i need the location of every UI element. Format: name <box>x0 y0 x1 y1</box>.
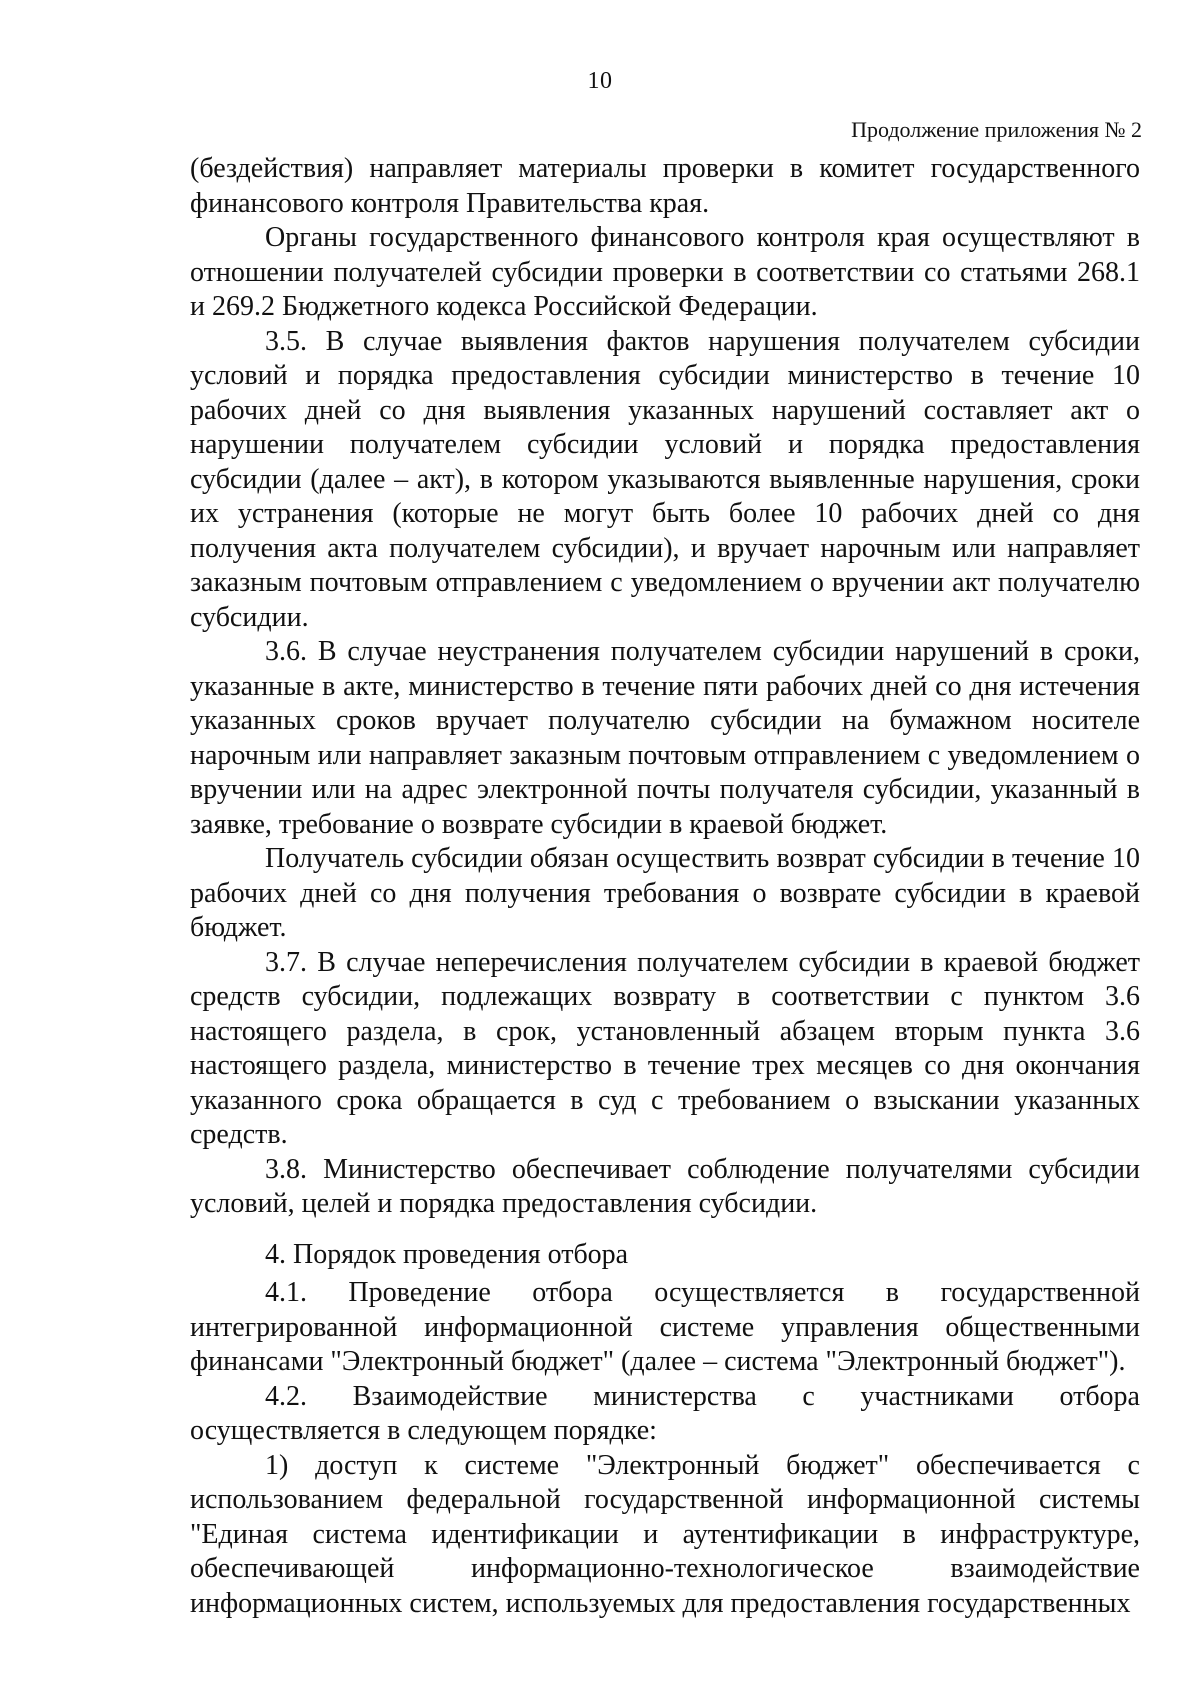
paragraph-control-bodies: Органы государственного финансового контроля края осуществляют в отношении получателей субсидии проверки в соответствии со статьями 268.1 и 269.2 Бюджетного кодекса Российской Федерации. <box>190 222 1140 322</box>
paragraph-3-7: 3.7. В случае неперечисления получателем субсидии в краевой бюджет средств субсидии, подлежащих возврату в соответствии с пунктом 3.6 настоящего раздела, в срок, установленный абзацем вторым пункта 3.6 настоящего раздела, министерство в течение трех месяцев со дня окончания указанного срока обращается в суд с требованием о взыскании указанных средств. <box>190 946 1140 1150</box>
paragraph-3-5: 3.5. В случае выявления фактов нарушения получателем субсидии условий и порядка предоставления субсидии министерство в течение 10 рабочих дней со дня выявления указанных нарушений составляет акт о нарушении получателем субсидии условий и порядка предоставления субсидии (далее – акт), в котором указываются выявленные нарушения, сроки их устранения (которые не могут быть более 10 рабочих дней со дня получения акта получателем субсидии), и вручает нарочным или направляет заказным почтовым отправлением с уведомлением о вручении акт получателю субсидии. <box>190 325 1140 633</box>
section-heading-4: 4. Порядок проведения отбора <box>265 1238 629 1270</box>
document-body <box>190 152 1140 1621</box>
appendix-continuation-label: Продолжение приложения № 2 <box>851 117 1142 142</box>
paragraph-inaction-continuation: (бездействия) направляет материалы проверки в комитет государственного финансового контроля Правительства края. <box>190 153 1140 219</box>
paragraph-4-2: 4.2. Взаимодействие министерства с участниками отбора осуществляется в следующем порядке: <box>190 1380 1140 1446</box>
paragraph-4-2-item-1: 1) доступ к системе "Электронный бюджет" обеспечивается с использованием федеральной государственной информационной системы "Единая система идентификации и аутентификации в инфраструктуре, обеспечивающей информационно-технологическое взаимодействие информационных систем, используемых для предоставления государственных <box>190 1449 1140 1619</box>
paragraph-3-6: 3.6. В случае неустранения получателем субсидии нарушений в сроки, указанные в акте, министерство в течение пяти рабочих дней со дня истечения указанных сроков вручает получателю субсидии на бумажном носителе нарочным или направляет заказным почтовым отправлением с уведомлением о вручении или на адрес электронной почты получателя субсидии, указанный в заявке, требование о возврате субсидии в краевой бюджет. <box>190 636 1140 840</box>
paragraph-refund-obligation: Получатель субсидии обязан осуществить возврат субсидии в течение 10 рабочих дней со дня получения требования о возврате субсидии в краевой бюджет. <box>190 843 1140 943</box>
paragraph-3-8: 3.8. Министерство обеспечивает соблюдение получателями субсидии условий, целей и порядка предоставления субсидии. <box>190 1153 1140 1219</box>
paragraph-4-1: 4.1. Проведение отбора осуществляется в государственной интегрированной информационной системе управления общественными финансами "Электронный бюджет" (далее – система "Электронный бюджет"). <box>190 1277 1140 1377</box>
page-number: 10 <box>587 68 613 94</box>
